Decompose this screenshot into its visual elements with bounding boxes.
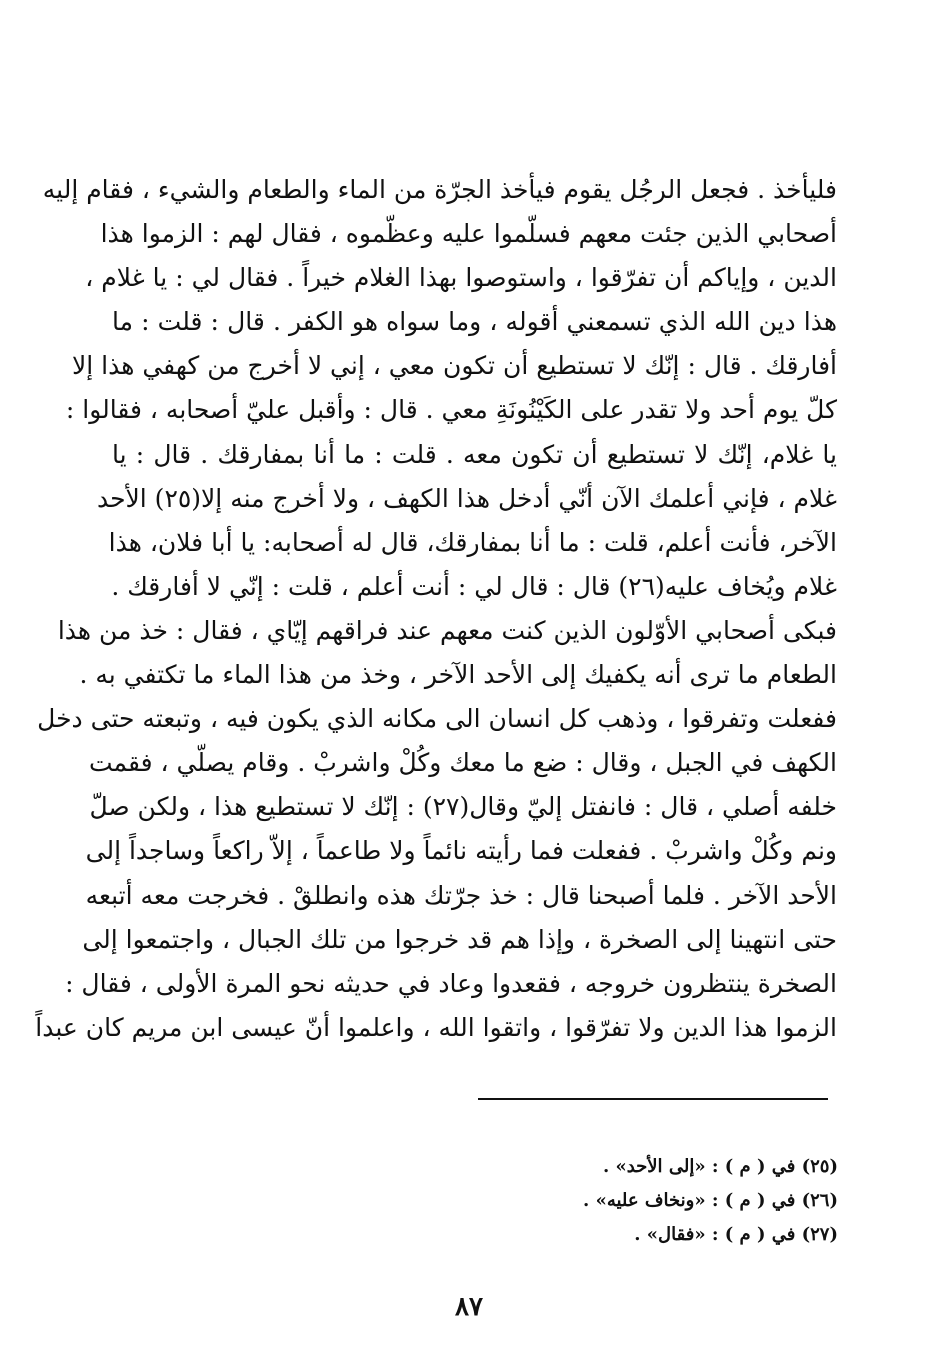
text-line-16: ونم وكُلْ واشربْ . ففعلت فما رأيته نائماً ولا طاعماً ، إلاّ راكعاً وساجداً إلى: [85, 836, 837, 866]
text-line-15: خلفه أصلي ، قال : فانفتل إليّ وقال(٢٧) : إنّك لا تستطيع هذا ، ولكن صلّ: [89, 792, 837, 822]
text-line-6: كلّ يوم أحد ولا تقدر على الكَيْنُونَةِ معي . قال : وأقبل عليّ أصحابه ، فقالوا :: [65, 395, 837, 425]
footnote-25: (٢٥) في ( م ) : «إلى الأحد» .: [602, 1156, 838, 1177]
text-line-12: الطعام ما ترى أنه يكفيك إلى الأحد الآخر ، وخذ من هذا الماء ما تكتفي به .: [79, 660, 837, 690]
text-line-18: حتى انتهينا إلى الصخرة ، وإذا هم قد خرجوا من تلك الجبال ، واجتمعوا إلى: [82, 924, 837, 954]
text-line-14: الكهف في الجبل ، وقال : ضع ما معك وكُلْ واشربْ . وقام يصلّي ، فقمت: [89, 748, 837, 778]
text-line-10: غلام ويُخاف عليه(٢٦) قال : قال لي : أنت أعلم ، قلت : إنّي لا أفارقك .: [111, 571, 837, 601]
text-line-8: غلام ، فإني أعلمك الآن أنّي أدخل هذا الكهف ، ولا أخرج منه إلا(٢٥) الأحد: [96, 483, 837, 513]
footnote-27: (٢٧) في ( م ) : «فقال» .: [634, 1224, 838, 1245]
text-line-2: أصحابي الذين جئت معهم فسلّموا عليه وعظّموه ، فقال لهم : الزموا هذا: [100, 219, 837, 249]
text-line-13: ففعلت وتفرقوا ، وذهب كل انسان الى مكانه الذي يكون فيه ، وتبعته حتى دخل: [37, 704, 837, 734]
text-line-9: الآخر، فأنت أعلم، قلت : ما أنا بمفارقك، قال له أصحابه: يا أبا فلان، هذا: [108, 527, 837, 557]
footnote-26: (٢٦) في ( م ) : «ونخاف عليه» .: [583, 1190, 838, 1211]
text-line-19: الصخرة ينتظرون خروجه ، فقعدوا وعاد في حديثه نحو المرة الأولى ، فقال :: [65, 968, 837, 998]
main-text: [35, 168, 837, 1050]
footnotes: [418, 1150, 838, 1252]
text-line-17: الأحد الآخر . فلما أصبحنا قال : خذ جرّتك هذه وانطلقْ . فخرجت معه أتبعه: [85, 880, 837, 910]
text-line-20: الزموا هذا الدين ولا تفرّقوا ، واتقوا الله ، واعلموا أنّ عيسى ابن مريم كان عبداً: [35, 1012, 837, 1042]
text-line-7: يا غلام، إنّك لا تستطيع أن تكون معه . قلت : ما أنا بمفارقك . قال : يا: [112, 439, 837, 469]
text-line-5: أفارقك . قال : إنّك لا تستطيع أن تكون معي ، إني لا أخرج من كهفي هذا إلا: [71, 351, 837, 381]
text-line-11: فبكى أصحابي الأوّلون الذين كنت معهم عند فراقهم إيّاي ، فقال : خذ من هذا: [57, 615, 837, 645]
text-line-4: هذا دين الله الذي تسمعني أقوله ، وما سواه هو الكفر . قال : قلت : ما: [112, 307, 837, 337]
footnote-separator: [478, 1098, 828, 1100]
text-line-3: الدين ، وإياكم أن تفرّقوا ، واستوصوا بهذا الغلام خيراً . فقال لي : يا غلام ،: [85, 263, 837, 293]
page-number: ٨٧: [455, 1292, 483, 1322]
text-line-1: فليأخذ . فجعل الرجُل يقوم فيأخذ الجرّة من الماء والطعام والشيء ، فقام إليه: [42, 175, 837, 204]
